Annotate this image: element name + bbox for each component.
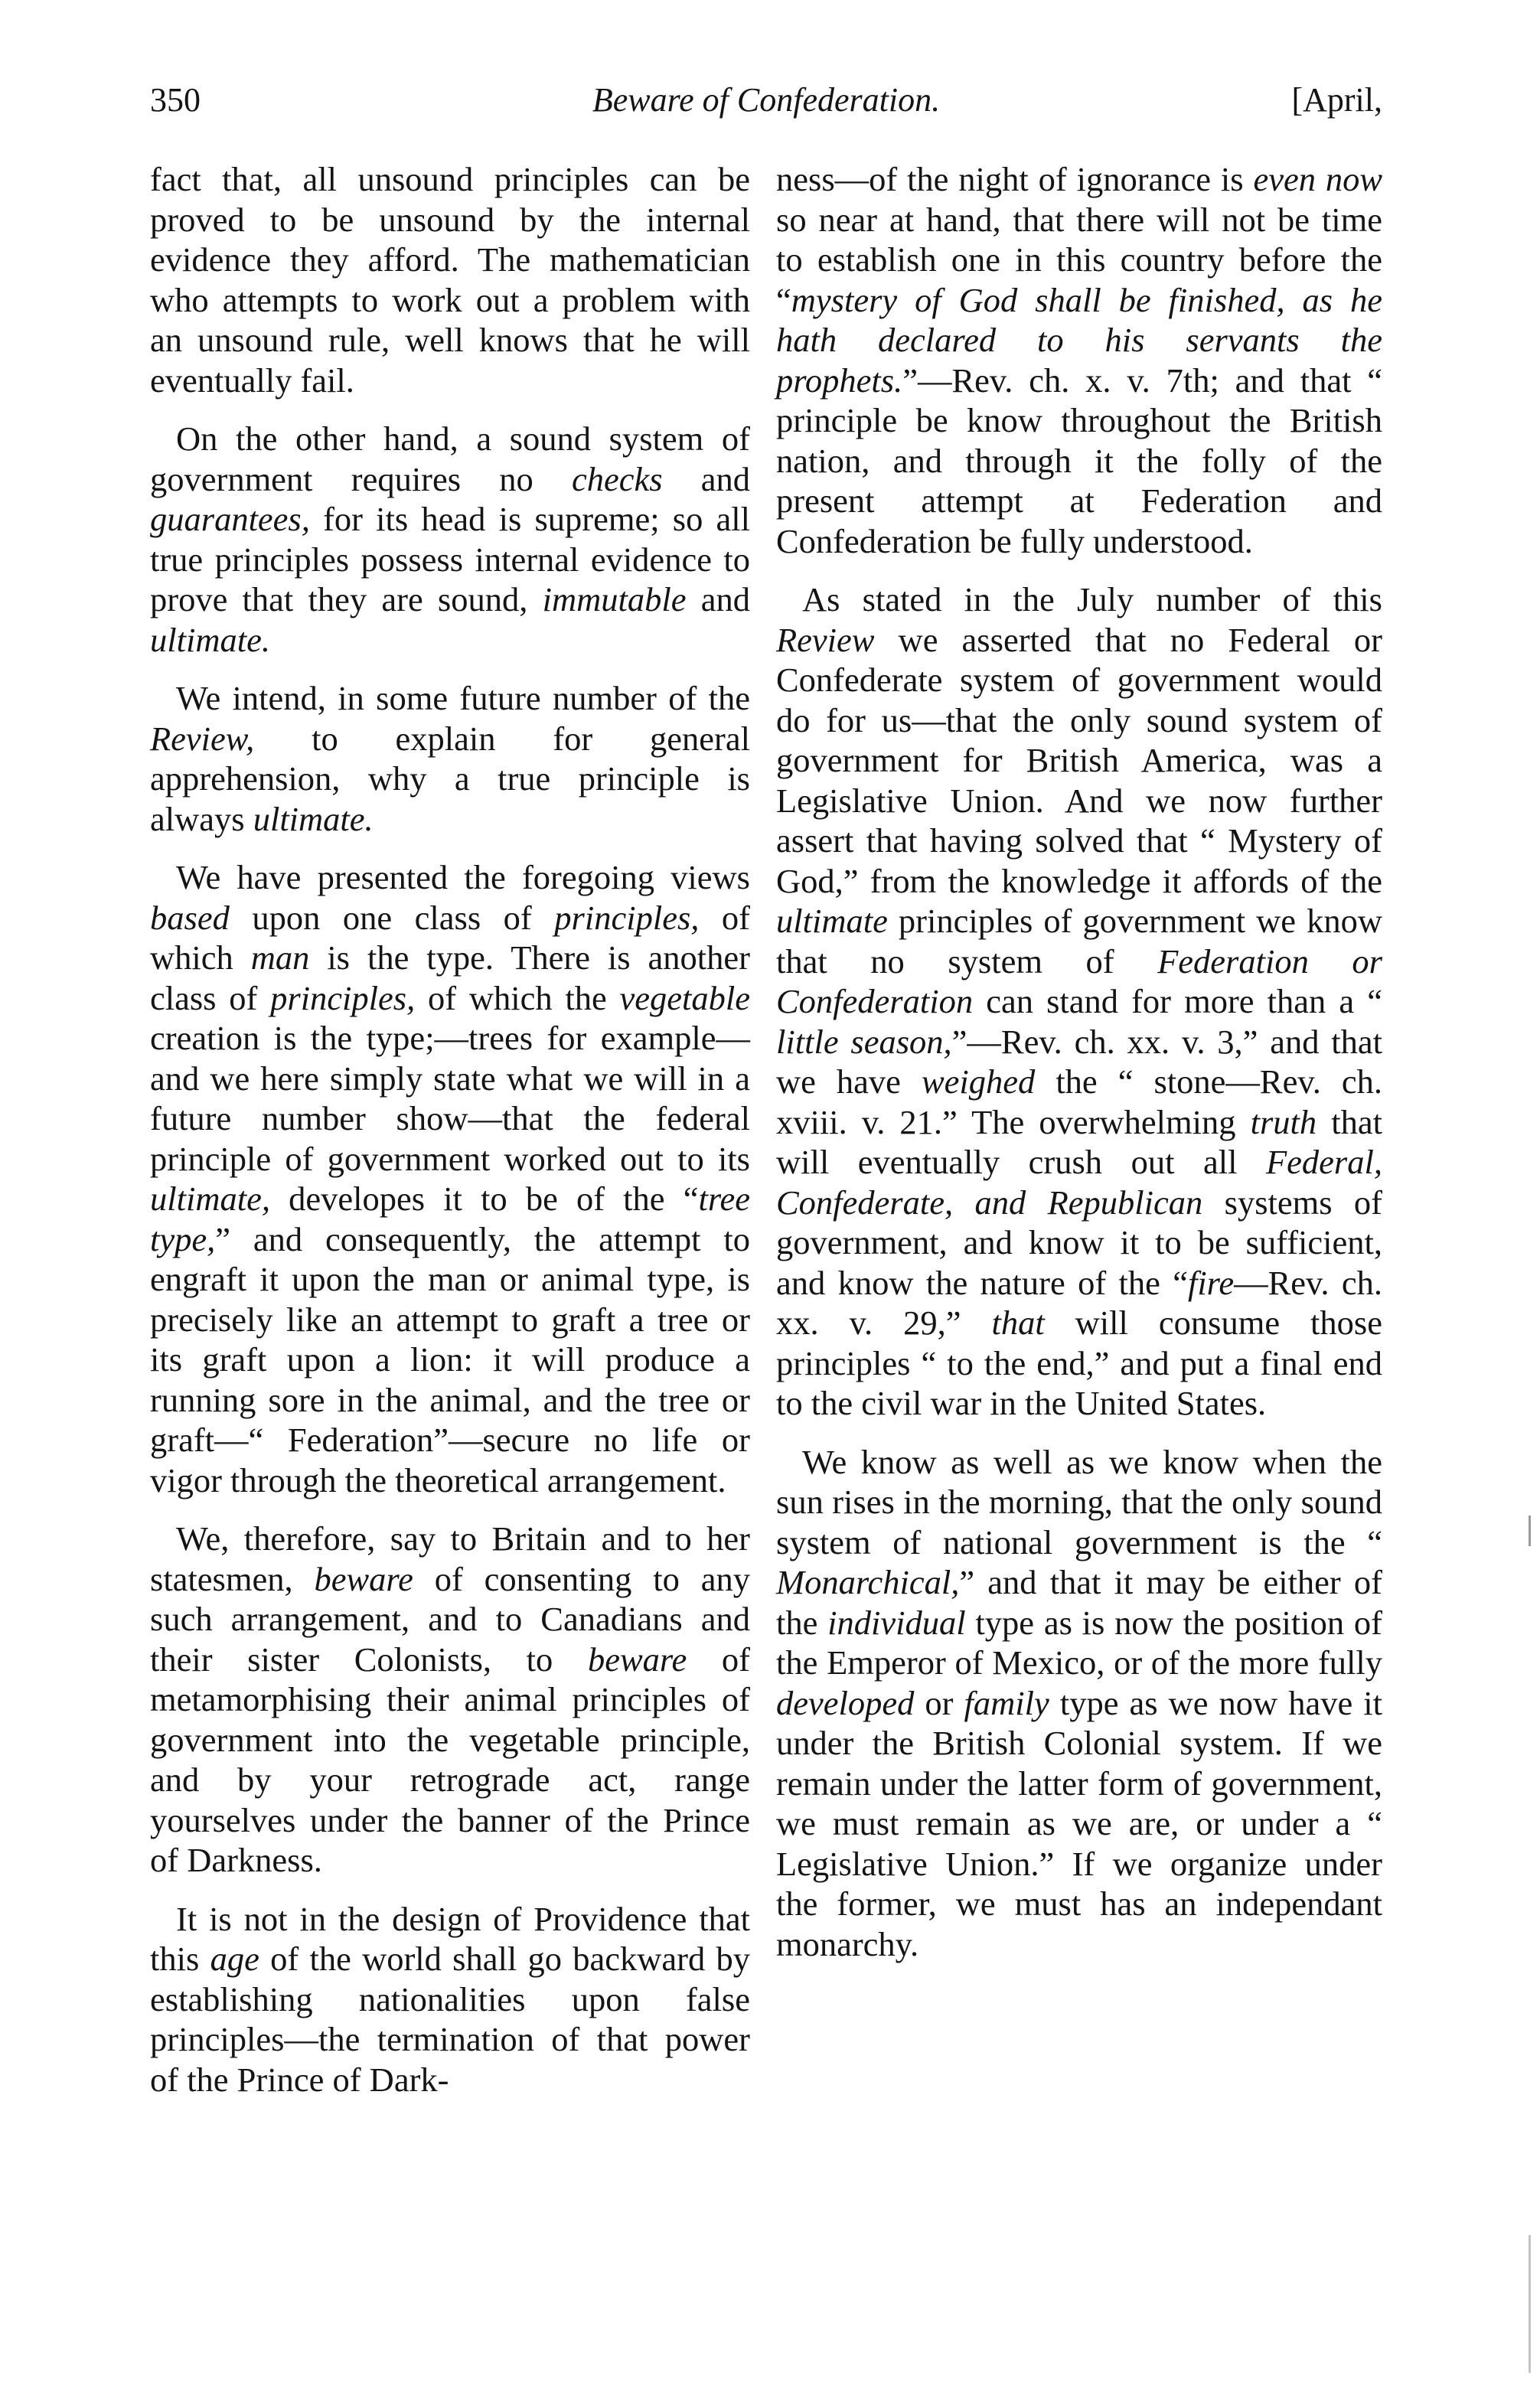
paragraph: fact that, all unsound principles can be proved to be unsound by the internal evidence they afford. The mathematician who attempts to work out a problem with an unsound rule, well knows that he will eventually fail.	[150, 160, 750, 400]
paragraph: It is not in the design of Providence that this age of the world shall go backward by establishing nationalities upon false principles—the termination of that power of the Prince of Dark-	[150, 1899, 751, 2099]
paragraph: We intend, in some future number of the Review, to explain for general apprehension, why a true principle is always ultimate.	[150, 679, 750, 838]
left-column	[150, 159, 750, 2118]
page-number: 350	[150, 81, 201, 119]
paragraph: We, therefore, say to Britain and to her statesmen, beware of consenting to any such arrangement, and to Canadians and their sister Colonists, to beware of metamorphising their animal principles of government into the vegetable principle, and by your retrograde act, range yourselves under the banner of the Prince of Darkness.	[150, 1519, 751, 1879]
paragraph: As stated in the July number of this Review we asserted that no Federal or Confederate system of government would do for us—that the only sound system of government for British America, was a Legislative Union. And we now further assert that having solved that “ Mystery of God,” from the knowledge it affords of the ultimate principles of government we know that no system of Federation or Confederation can stand for more than a “ little season,”—Rev. ch. xx. v. 3,” and that we have weighed the “ stone—Rev. ch. xviii. v. 21.” The overwhelming truth that will eventually crush out all Federal, Confederate, and Republican systems of government, and know it to be sufficient, and know the nature of the “fire—Rev. ch. xx. v. 29,” that will consume those principles “ to the end,” and put a final end to the civil war in the United States.	[776, 580, 1383, 1422]
running-month: [April,	[1291, 81, 1382, 119]
scan-edge-mark	[1529, 2235, 1531, 2373]
page-header	[150, 73, 1382, 127]
right-column	[776, 159, 1382, 1982]
paragraph: We have presented the foregoing views based upon one class of principles, of which man is the type. There is another class of principles, of which the vegetable creation is the type;—trees for example—and we here simply state what we will in a future number show—that the federal principle of government worked out to its ultimate, developes it to be of the “tree type,” and consequently, the attempt to engraft it upon the man or animal type, is precisely like an attempt to graft a tree or its graft upon a lion: it will produce a running sore in the animal, and the tree or graft—“ Federation”—secure no life or vigor through the theoretical arrangement.	[150, 858, 750, 1499]
scan-edge-mark	[1529, 1516, 1531, 1546]
paragraph: On the other hand, a sound system of government requires no checks and guarantees, for its head is supreme; so all true principles possess internal evidence to prove that they are sound, immutable and ultimate.	[150, 419, 750, 659]
paragraph: ness—of the night of ignorance is even now so near at hand, that there will not be time to establish one in this country before the “mystery of God shall be finished, as he hath declared to his servants the prophets.”—Rev. ch. x. v. 7th; and that “ principle be know throughout the British nation, and through it the folly of the present attempt at Federation and Confederation be fully understood.	[776, 160, 1383, 560]
paragraph: We know as well as we know when the sun rises in the morning, that the only sound system of national government is the “ Monarchical,” and that it may be either of the individual type as is now the position of the Emperor of Mexico, or of the more fully developed or family type as we now have it under the British Colonial system. If we remain under the latter form of government, we must remain as we are, or under a “ Legislative Union.” If we organize under the former, we must has an independant monarchy.	[776, 1442, 1382, 1963]
running-title: Beware of Confederation.	[592, 81, 941, 119]
